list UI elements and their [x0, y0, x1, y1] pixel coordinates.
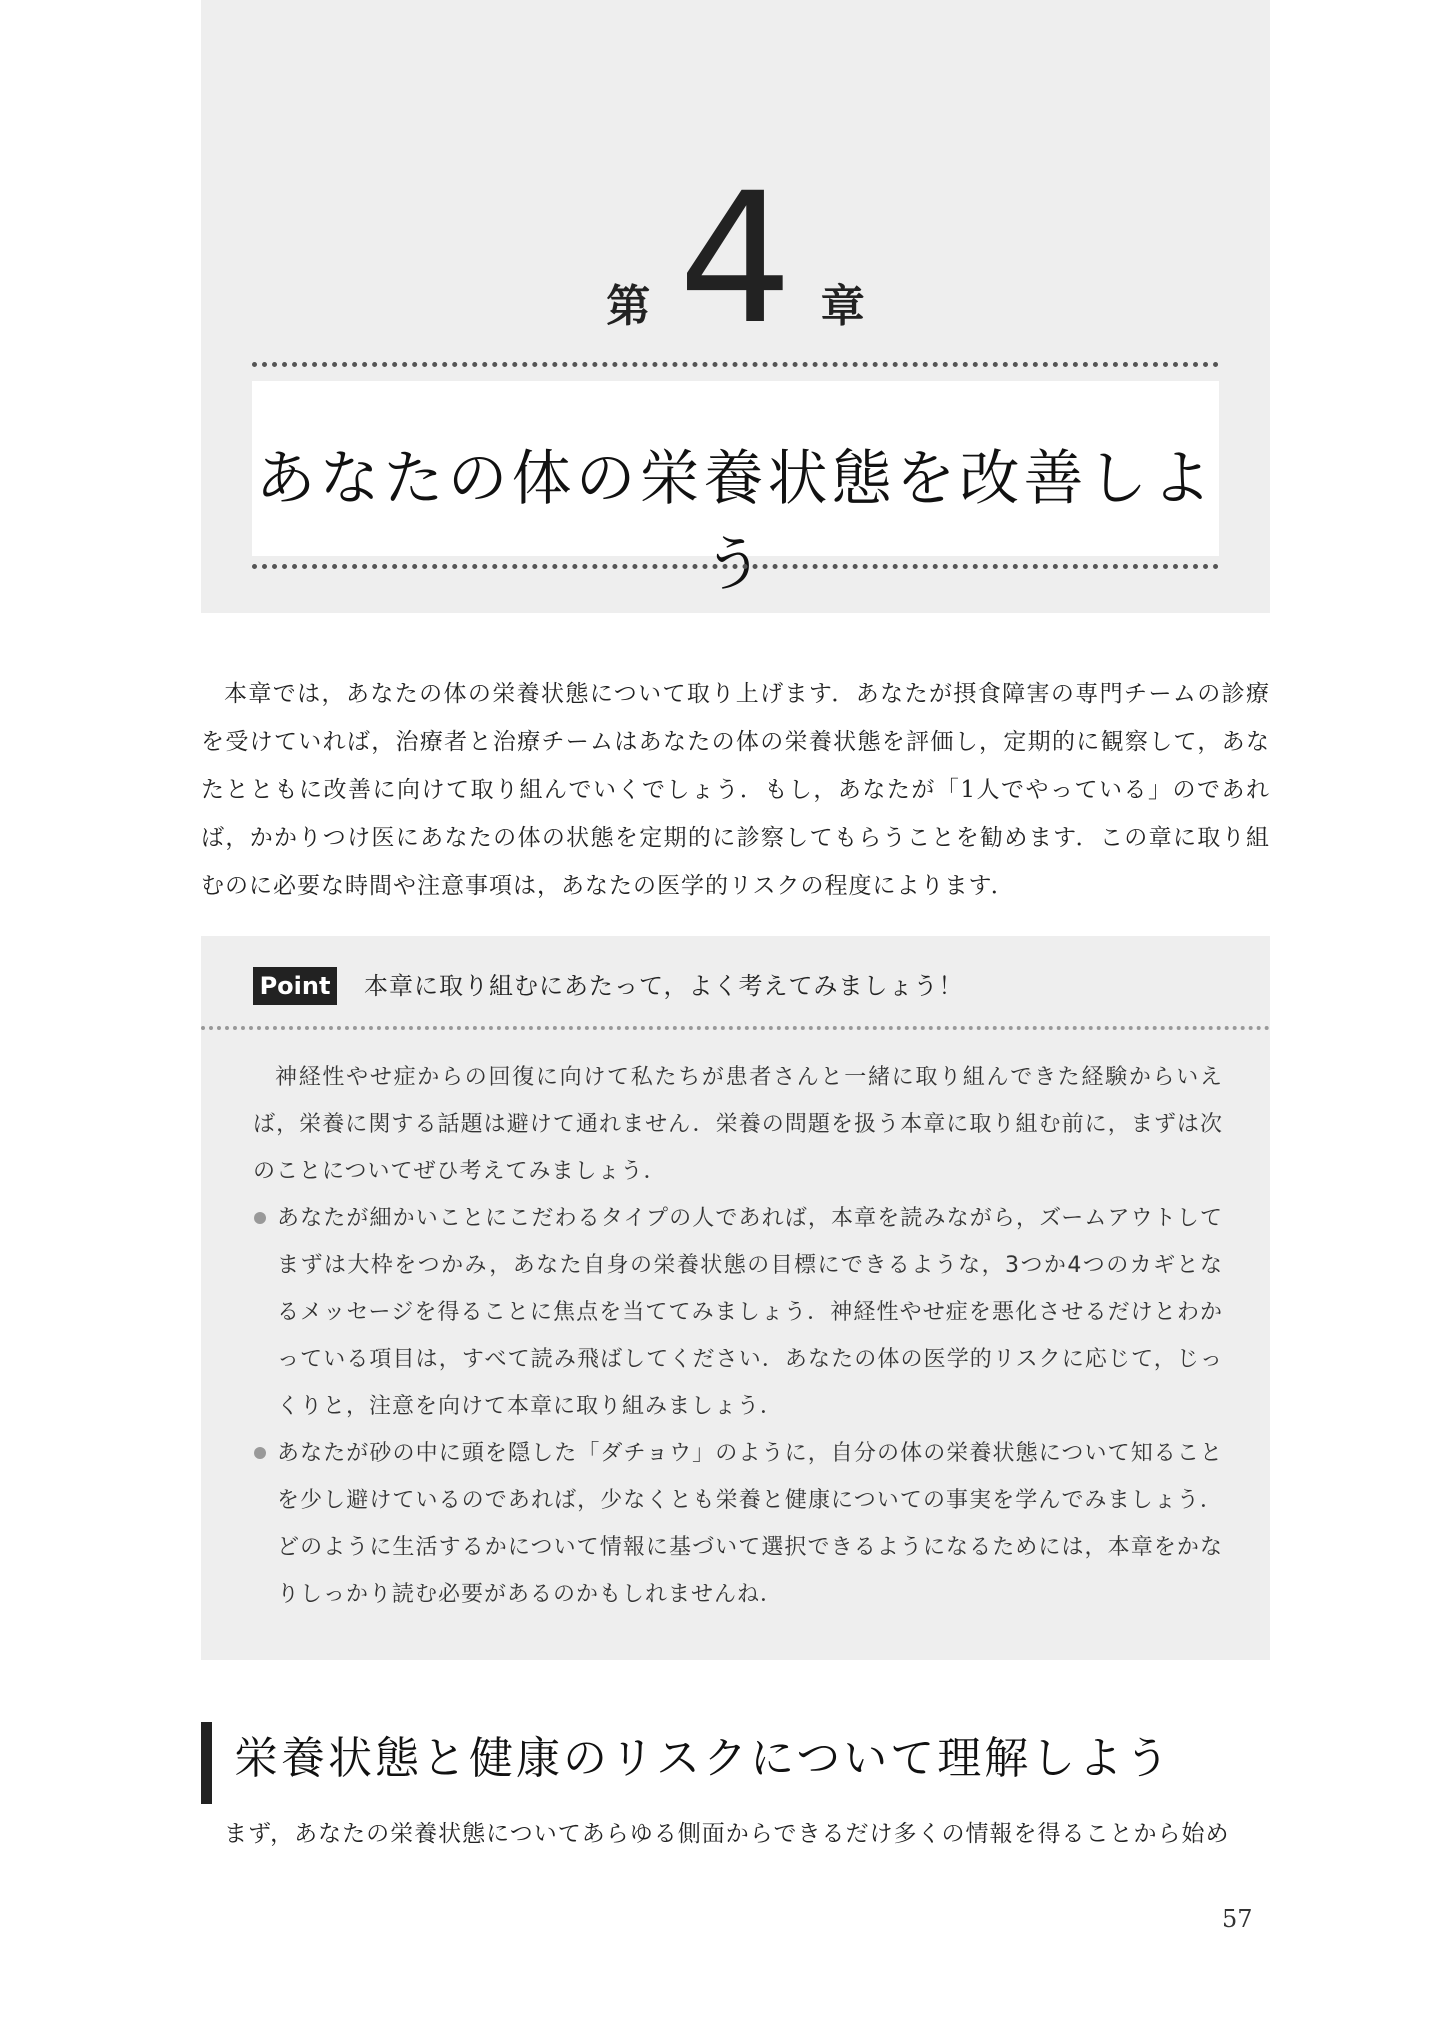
point-heading: 本章に取り組むにあたって，よく考えてみましょう！: [364, 972, 964, 1000]
dotted-divider-bottom: [252, 564, 1219, 569]
section-body-text: まず，あなたの栄養状態についてあらゆる側面からできるだけ多くの情報を得ることから始め: [224, 1821, 1230, 1847]
bullet-dot-icon: [254, 1447, 266, 1459]
point-body: [253, 1054, 1223, 1618]
point-box: [201, 936, 1270, 1660]
bullet-text: あなたが砂の中に頭を隠した「ダチョウ」のように，自分の体の栄養状態について知ることを少し避けているのであれば，少なくとも栄養と健康についての事実を学んでみましょう．どのように生活するかについて情報に基づいて選択できるようになるためには，本章をかなりしっかり読む必要があるのかもしれませんね．: [277, 1441, 1223, 1607]
section-title: 栄養状態と健康のリスクについて理解しよう: [234, 1733, 1173, 1784]
intro-paragraph: 本章では，あなたの体の栄養状態について取り上げます．あなたが摂食障害の専門チームの診療を受けていれば，治療者と治療チームはあなたの体の栄養状態を評価し，定期的に観察して，あなたとともに改善に向けて取り組んでいくでしょう．もし，あなたが「1人でやっている」のであれば，かかりつけ医にあなたの体の状態を定期的に診察してもらうことを勧めます．この章に取り組むのに必要な時間や注意事項は，あなたの医学的リスクの程度によります．: [201, 681, 1270, 899]
point-paragraph: 神経性やせ症からの回復に向けて私たちが患者さんと一緒に取り組んできた経験からいえば，栄養に関する話題は避けて通れません．栄養の問題を扱う本章に取り組む前に，まずは次のことについてぜひ考えてみましょう．: [253, 1065, 1223, 1184]
bullet-text: あなたが細かいことにこだわるタイプの人であれば，本章を読みながら，ズームアウトしてまずは大枠をつかみ，あなた自身の栄養状態の目標にできるような，3つか4つのカギとなるメッセージを得ることに焦点を当ててみましょう．神経性やせ症を悪化させるだけとわかっている項目は，すべて読み飛ばしてください．あなたの体の医学的リスクに応じて，じっくりと，注意を向けて本章に取り組みましょう．: [277, 1206, 1223, 1419]
point-bullet-list: [253, 1195, 1223, 1618]
chapter-title: あなたの体の栄養状態を改善しよう: [255, 444, 1216, 600]
dotted-divider-top: [252, 362, 1219, 367]
chapter-label: [201, 155, 1270, 364]
page-number: 57: [1222, 1905, 1253, 1933]
intro-section: [201, 670, 1270, 910]
point-dotted-divider: [201, 1026, 1270, 1030]
bullet-dot-icon: [254, 1212, 266, 1224]
chapter-header: [201, 0, 1270, 613]
list-item: [253, 1195, 1223, 1430]
chapter-suffix: 章: [820, 281, 865, 332]
section-heading-bar: [201, 1722, 212, 1804]
chapter-prefix: 第: [606, 281, 651, 332]
list-item: [253, 1430, 1223, 1618]
chapter-title-box: [252, 381, 1219, 600]
chapter-number: 4: [678, 155, 793, 364]
point-badge: Point: [253, 967, 337, 1005]
